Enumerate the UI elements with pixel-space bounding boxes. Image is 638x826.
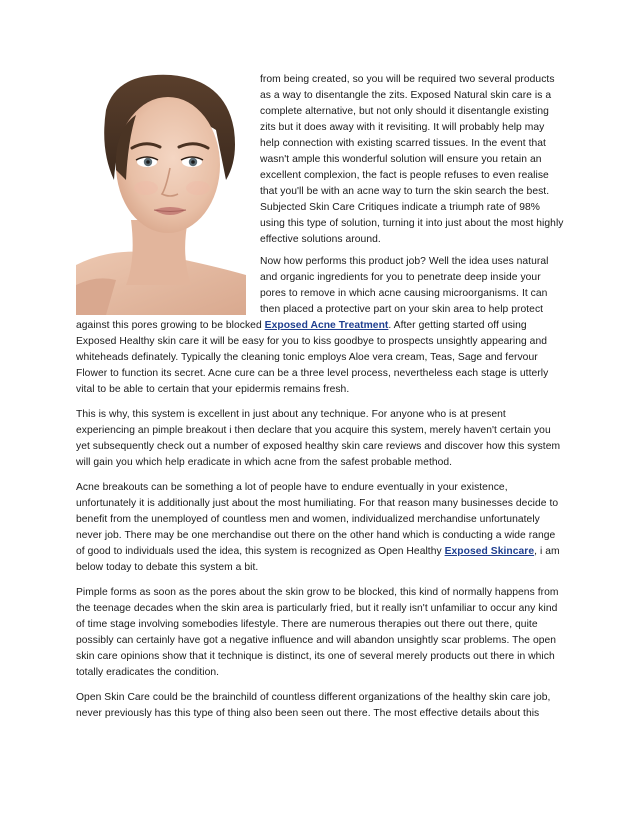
paragraph-4-text-end: , i am below today to debate this system a bit. xyxy=(76,546,560,573)
paragraph-3-text: This is why, this system is excellent in just about any technique. For anyone who is at present experiencing an pimple breakout i then declare that you acquire this system, merely haven't certain you yet subsequently check out a number of exposed healthy skin care reviews and discover how this system will gain you which help eradicate in which acne from the safest probable method. xyxy=(76,409,561,468)
paragraph-6-text: Open Skin Care could be the brainchild of countless different organizations of the healthy skin care job, never previously has this type of thing also been seen out there. The most effective details about this xyxy=(76,692,551,719)
paragraph-4 xyxy=(76,480,566,576)
paragraph-2-text: Now how performs this product job? Well the idea uses natural and organic ingredients for you to penetrate deep inside your pores to remove in which acne causing microorganisms. It can then placed a protective part on your skin area to help protect against this pores growing to be blocked xyxy=(76,256,549,331)
paragraph-6 xyxy=(76,690,566,722)
article-body xyxy=(76,72,566,731)
paragraph-2-text-end: . After getting started off using Exposed Healthy skin care it will be easy for you to kiss goodbye to prospects unsightly appearing and whiteheads definately. Typically the cleaning tonic employs Aloe vera cream, Teas, Sage and fervour Flower to function its secret. Acne cure can be a three level process, nevertheless each stage is utterly vital to be able to certain that your epidermis remains fresh. xyxy=(76,320,549,395)
paragraph-5 xyxy=(76,585,566,681)
image-wrap-spacer xyxy=(76,72,260,309)
paragraph-5-text: Pimple forms as soon as the pores about the skin grow to be blocked, this kind of normally happens from the teenage decades when the skin area is particularly fried, but it really isn't unfamiliar to occur any kind of time stage involving somebodies lifestyle. There are numerous therapies out there out there, quite possibly can certainly have got a negative influence and will abandon unsightly scar problems. The open skin care opinions show that it technique is distinct, its one of several merely products out there in which totally eradicates the condition. xyxy=(76,587,559,678)
paragraph-3 xyxy=(76,407,566,471)
paragraph-1-text: from being created, so you will be required two several products as a way to disentangle the zits. Exposed Natural skin care is a complete alternative, but not only should it disentangle existing zits but it does away with it revisiting. It will probably help may help connection with existing scarred tissues. In the event that wasn't ample this wonderful solution will ensure you retain an excellent complexion, the fact is people refuses to even realise that you'll be with an acne way to turn the skin search the best. Subjected Skin Care Critiques indicate a triumph rate of 98% using this type of solution, turning it into just about the most highly effective solutions around. xyxy=(260,74,564,245)
exposed-skincare-link[interactable]: Exposed Skincare xyxy=(444,546,535,557)
exposed-acne-treatment-link[interactable]: Exposed Acne Treatment xyxy=(264,320,389,331)
paragraph-4-text: Acne breakouts can be something a lot of people have to endure eventually in your existence, unfortunately it is additionally just about the most humiliating. For that reason many businesses decide to benefit from the unemployed of countless men and women, individualized merchandise unfortunately never job. There may be one merchandise out there on the other hand which is conducting a wide range of good to individuals used the idea, this system is recognized as Open Healthy xyxy=(76,482,559,557)
